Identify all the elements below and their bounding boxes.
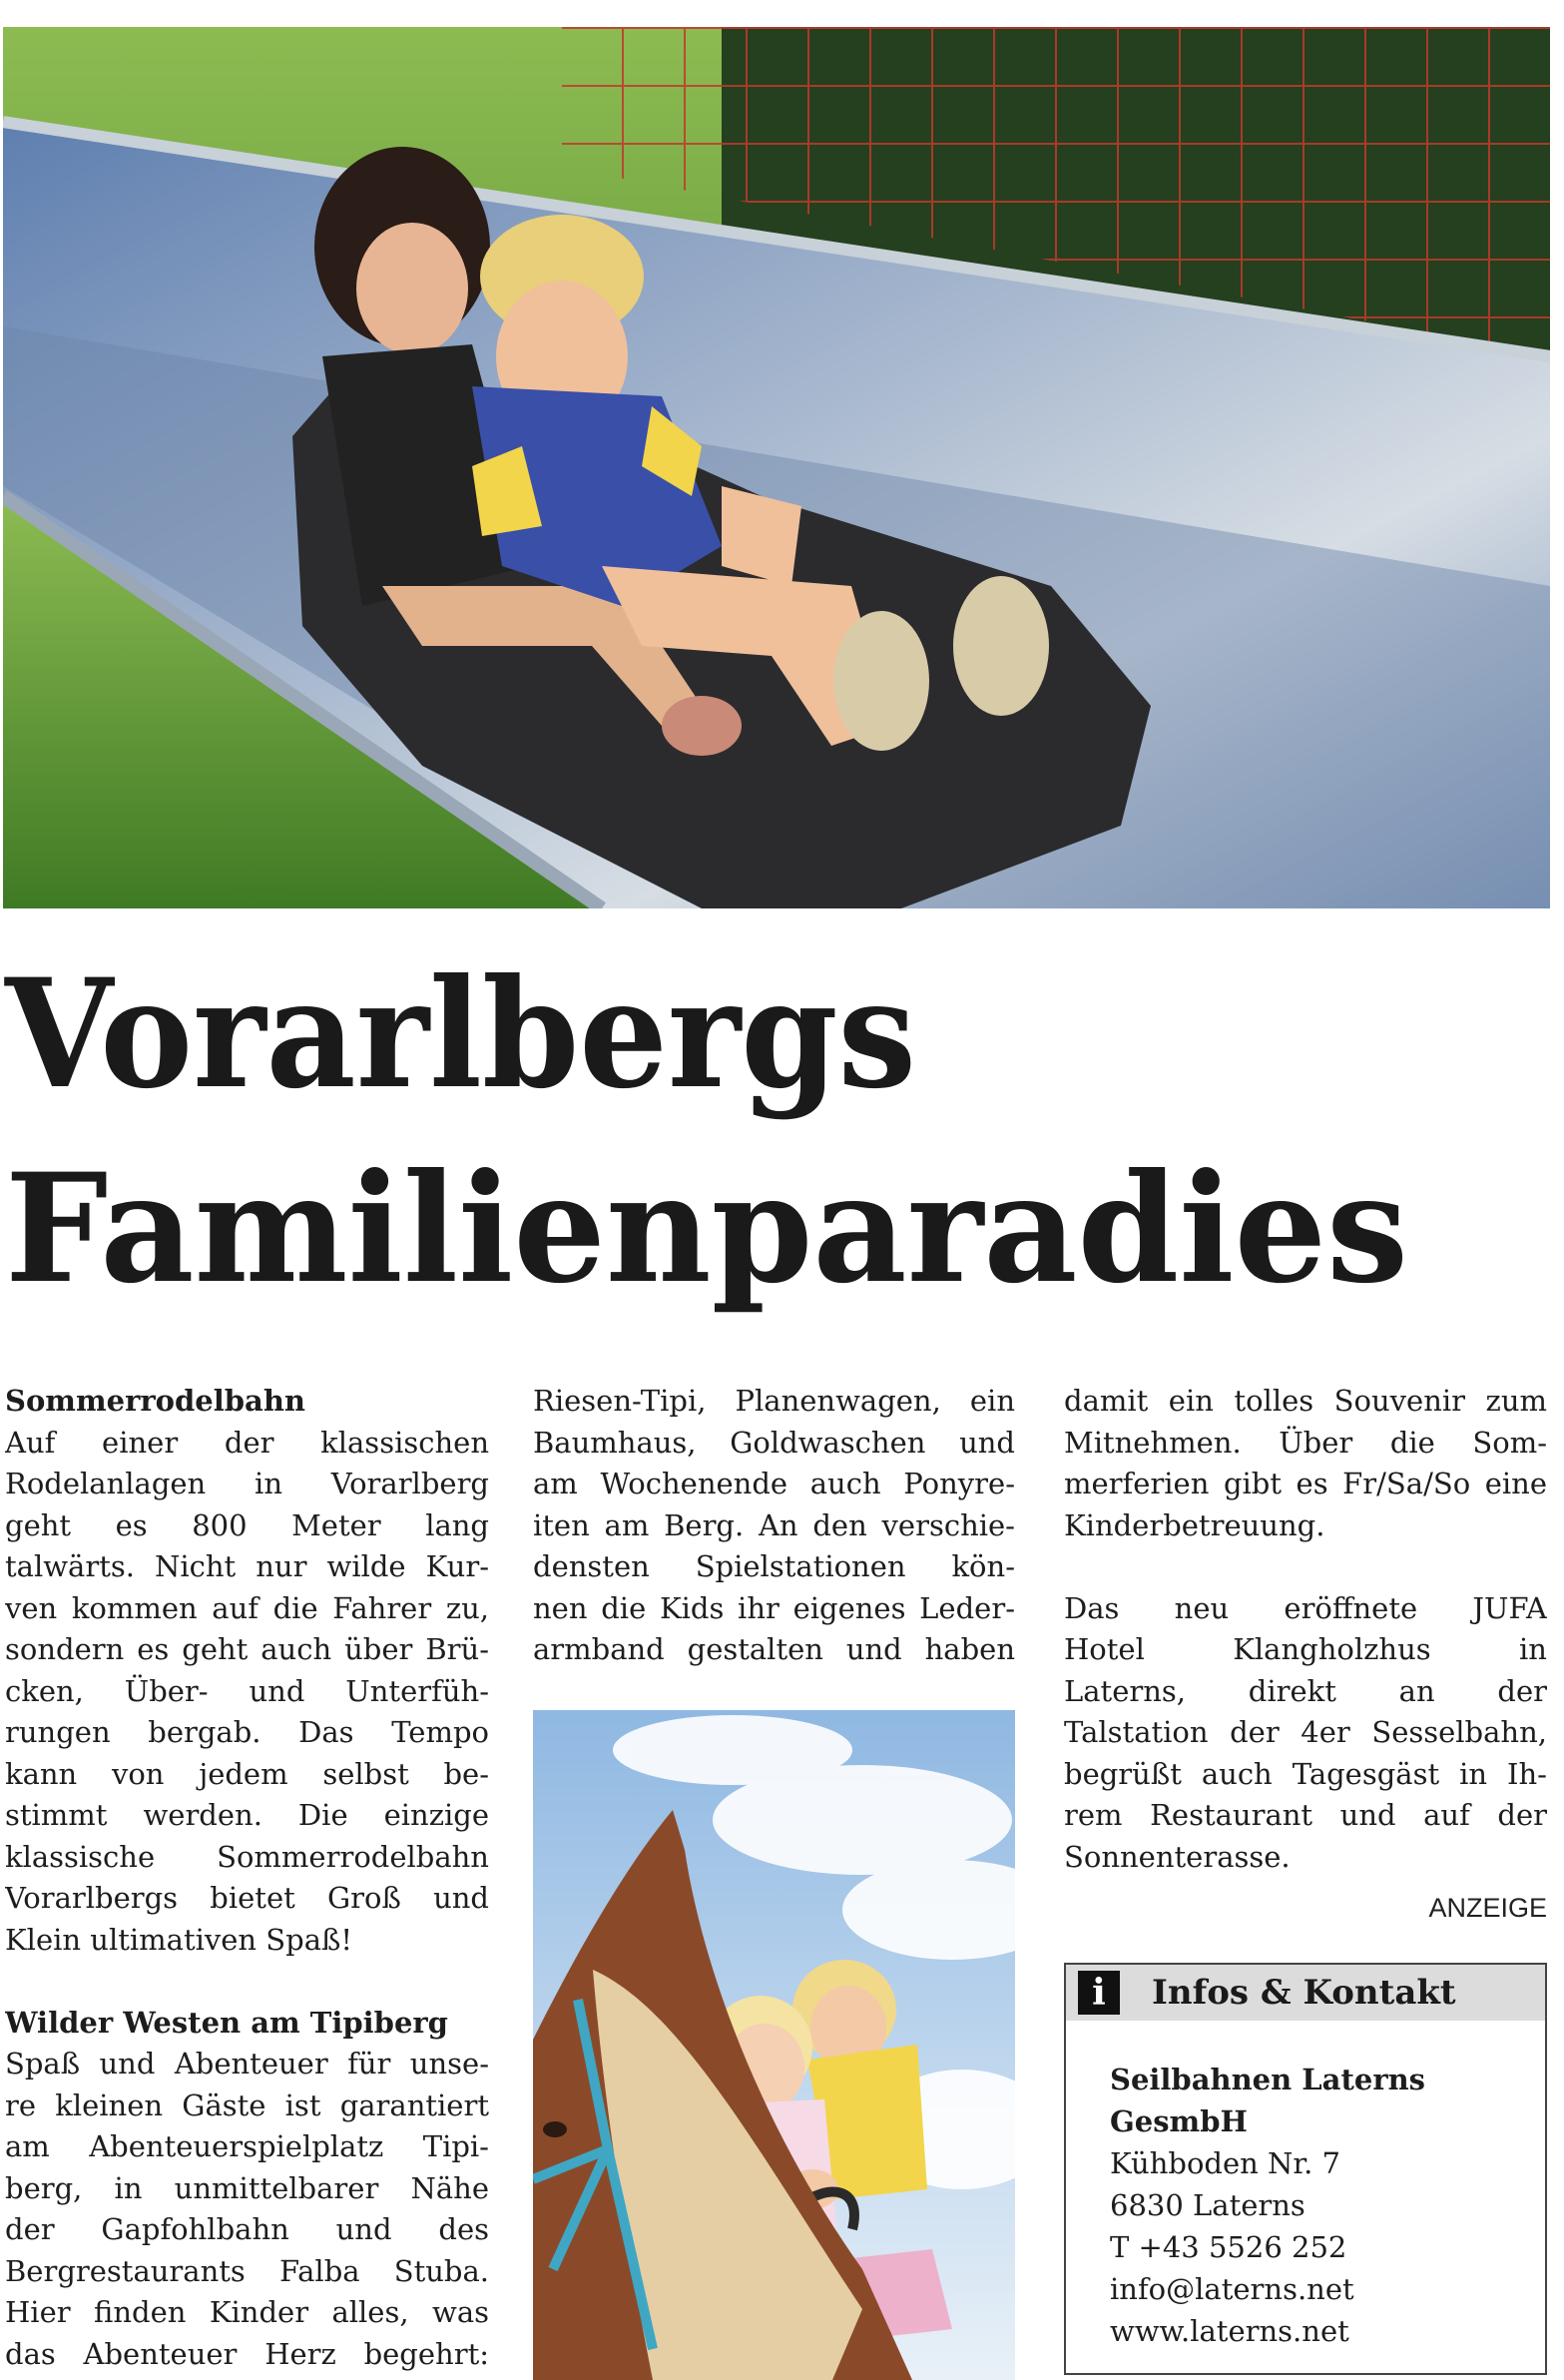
text-line: Das neu eröffnete JUFA — [1064, 1590, 1547, 1625]
text-line: merferien gibt es Fr/Sa/So eine — [1064, 1467, 1547, 1500]
text-line: stimmt werden. Die einzige — [5, 1798, 489, 1832]
text-line: sondern es geht auch über Brü- — [5, 1632, 489, 1666]
email-address: info@laterns.net — [1110, 2272, 1354, 2306]
section-heading: Wilder Westen am Tipiberg — [5, 2005, 448, 2040]
text-line: Rodelanlagen in Vorarlberg — [5, 1467, 489, 1500]
info-box-header — [1066, 1965, 1545, 2021]
text-line: Laterns, direkt an der — [1064, 1673, 1547, 1708]
text-line: am Wochenende auch Ponyre- — [533, 1467, 1015, 1500]
pony-photo — [533, 1710, 1015, 2380]
paragraph-gap — [5, 1961, 489, 2003]
info-icon: i — [1078, 1971, 1120, 2015]
text-line: re kleinen Gäste ist garantiert — [5, 2087, 489, 2122]
phone-number: T +43 5526 252 — [1110, 2230, 1347, 2264]
headline-line-1: Vorarlbergs — [4, 946, 916, 1122]
text-line: Vorarlbergs bietet Groß und — [5, 1881, 489, 1915]
toboggan-illustration — [3, 27, 1550, 908]
street-address: Kühboden Nr. 7 — [1110, 2146, 1340, 2180]
text-line: cken, Über- und Unterfüh- — [5, 1673, 489, 1708]
text-line: Hotel Klangholzhus in — [1064, 1632, 1547, 1666]
text-line: der Gapfohlbahn und des — [5, 2212, 489, 2246]
text-line: ven kommen auf die Fahrer zu, — [5, 1590, 489, 1625]
text-line: densten Spielstationen kön- — [533, 1549, 1015, 1583]
section-heading: Sommerrodelbahn — [5, 1384, 305, 1418]
text-line: geht es 800 Meter lang — [5, 1507, 489, 1542]
text-line: rungen bergab. Das Tempo — [5, 1715, 489, 1749]
text-line: kann von jedem selbst be- — [5, 1756, 489, 1791]
text-line: Hier finden Kinder alles, was — [5, 2295, 489, 2329]
text-line: Mitnehmen. Über die Som- — [1064, 1425, 1547, 1460]
text-line: Bergrestaurants Falba Stuba. — [5, 2253, 489, 2288]
text-line: Riesen-Tipi, Planenwagen, ein — [533, 1384, 1015, 1418]
advertisement-label: ANZEIGE — [1428, 1893, 1547, 1923]
text-line: Spaß und Abenteuer für unse- — [5, 2047, 489, 2081]
text-line: damit ein tolles Souvenir zum — [1064, 1384, 1547, 1418]
headline-line-2: Familienparadies — [5, 1141, 1408, 1317]
text-line: Baumhaus, Goldwaschen und — [533, 1425, 1015, 1460]
info-box-body — [1066, 2059, 1545, 2352]
toboggan-photo — [3, 27, 1550, 908]
text-line: begrüßt auch Tagesgäst in Ih- — [1064, 1756, 1547, 1791]
postal-city: 6830 Laterns — [1110, 2188, 1305, 2222]
company-form: GesmbH — [1110, 2104, 1248, 2138]
company-name: Seilbahnen Laterns — [1110, 2063, 1426, 2096]
text-line: nen die Kids ihr eigenes Leder- — [533, 1590, 1015, 1625]
headline — [0, 938, 1564, 1318]
text-line: armband gestalten und haben — [533, 1632, 1015, 1666]
text-column-1 — [5, 1381, 489, 2375]
text-line: am Abenteuerspielplatz Tipi- — [5, 2129, 489, 2163]
pony-illustration — [533, 1710, 1015, 2380]
website-address: www.laterns.net — [1110, 2314, 1349, 2348]
pony-eye — [543, 2121, 567, 2137]
info-box-title: Infos & Kontakt — [1152, 1973, 1456, 2013]
text-line: rem Restaurant und auf der — [1064, 1798, 1547, 1832]
text-line: Talstation der 4er Sesselbahn, — [1064, 1715, 1547, 1749]
text-line: iten am Berg. An den verschie- — [533, 1507, 1015, 1542]
paragraph-gap — [1064, 1546, 1547, 1588]
info-contact-box — [1064, 1963, 1547, 2375]
text-line: talwärts. Nicht nur wilde Kur- — [5, 1549, 489, 1583]
text-line: berg, in unmittelbarer Nähe — [5, 2170, 489, 2205]
text-line: Klein ultimativen Spaß! — [5, 1922, 353, 1957]
text-line: Auf einer der klassischen — [5, 1425, 489, 1460]
text-column-3 — [1064, 1381, 1547, 1878]
text-line: das Abenteuer Herz begehrt: — [5, 2336, 489, 2371]
text-column-2 — [533, 1381, 1015, 1671]
text-line: Sonnenterasse. — [1064, 1839, 1291, 1874]
text-line: klassische Sommerrodelbahn — [5, 1839, 489, 1874]
text-line: Kinderbetreuung. — [1064, 1507, 1325, 1542]
